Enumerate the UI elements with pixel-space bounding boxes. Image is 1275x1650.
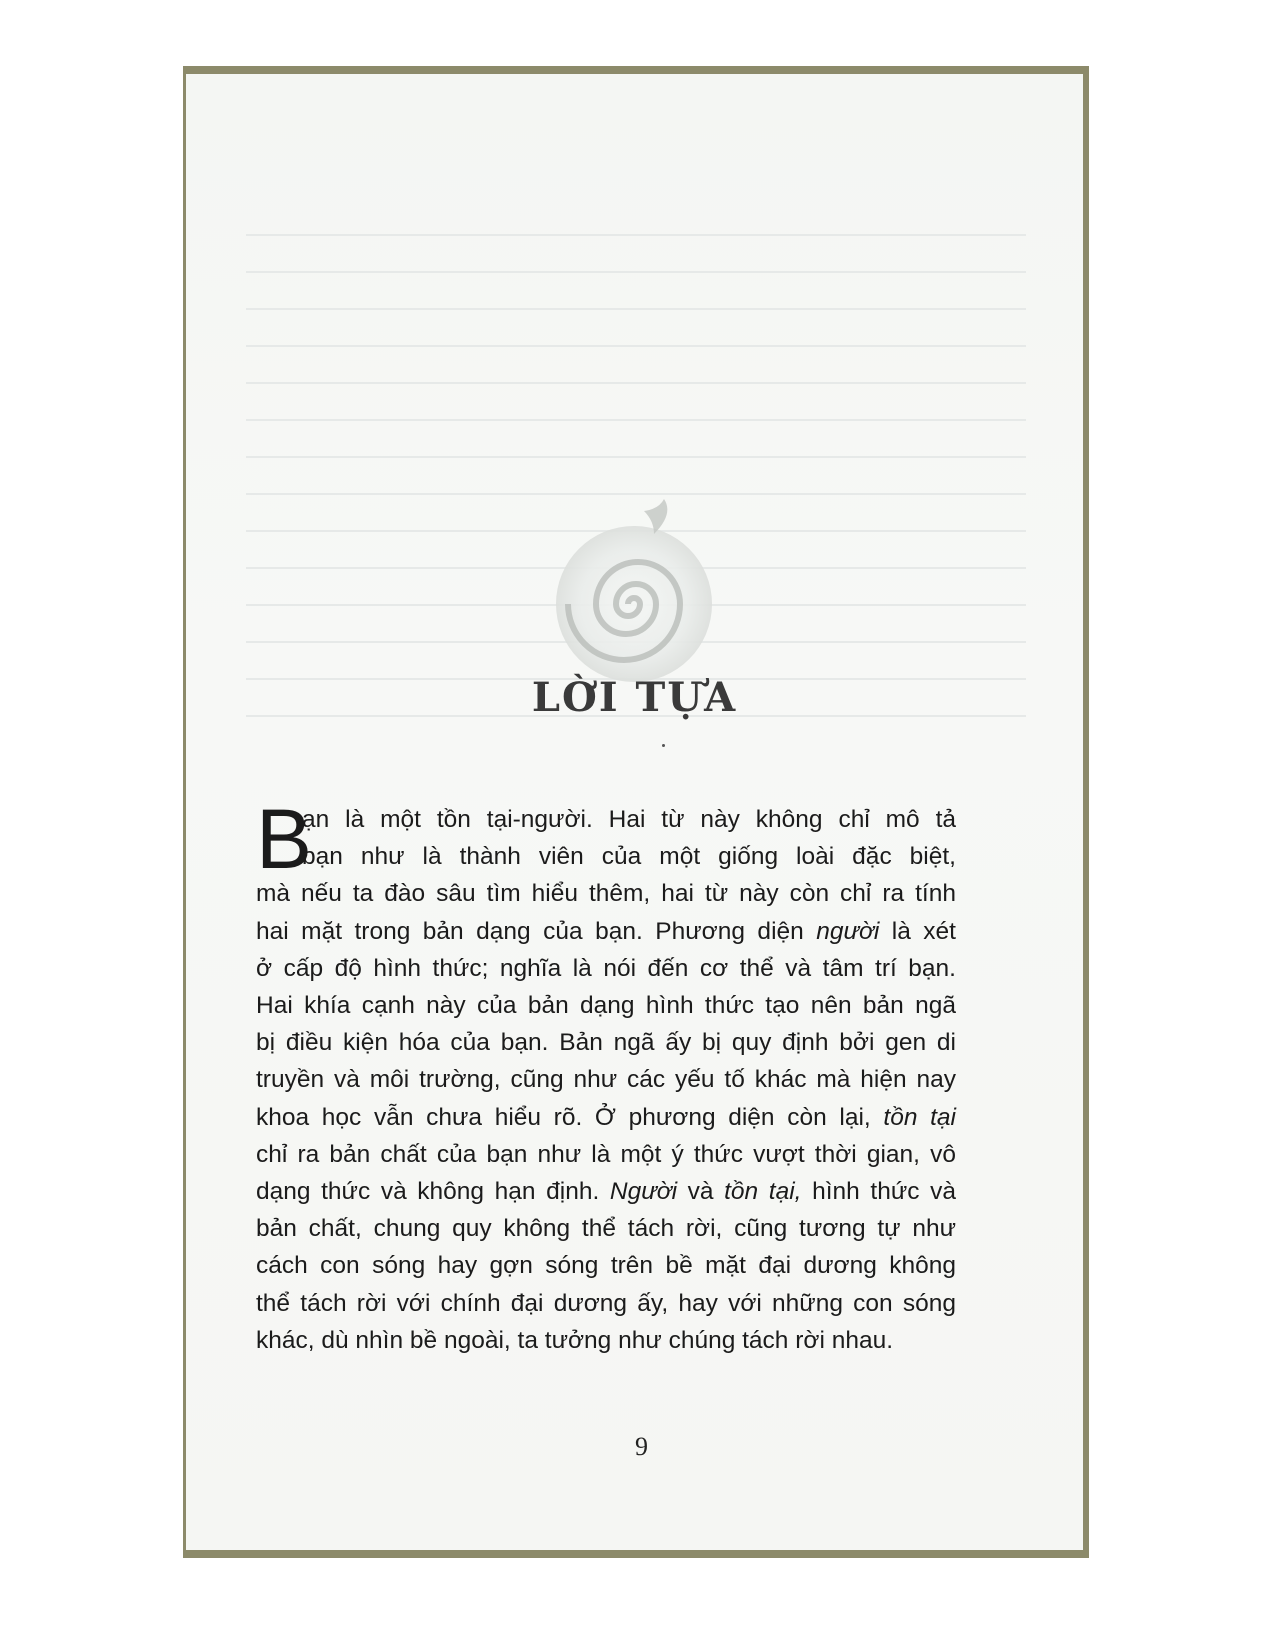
italic-word: Người — [609, 1178, 678, 1206]
text-line: cách con sóng hay gợn sóng trên bề mặt đại dương không — [256, 1252, 956, 1280]
text-segment: và — [677, 1178, 725, 1206]
text-line: bạn như là thành viên của một giống loài đặc biệt, — [302, 843, 956, 871]
title-dot — [662, 744, 665, 747]
text-line-mixed — [256, 1173, 956, 1210]
italic-word: người — [816, 917, 880, 945]
text-line: ở cấp độ hình thức; nghĩa là nói đến cơ thể và tâm trí bạn. — [256, 954, 956, 982]
text-line: ạn là một tồn tại-người. Hai từ này không chỉ mô tả — [302, 806, 956, 833]
text-line: khác, dù nhìn bề ngoài, ta tưởng như chúng tách rời nhau. — [256, 1326, 894, 1354]
text-line: thể tách rời với chính đại dương ấy, hay với những con sóng — [256, 1289, 956, 1317]
text-segment: là xét — [879, 917, 956, 945]
text-line: truyền và môi trường, cũng như các yếu tố khác mà hiện nay — [256, 1066, 956, 1094]
text-segment: khoa học vẫn chưa hiểu rõ. Ở phương diện còn lại, — [256, 1103, 884, 1131]
italic-word: tồn tại, — [724, 1178, 802, 1206]
text-line: chỉ ra bản chất của bạn như là một ý thức vượt thời gian, vô — [256, 1140, 956, 1168]
page-number: 9 — [635, 1432, 648, 1461]
text-line: bị điều kiện hóa của bạn. Bản ngã ấy bị quy định bởi gen di — [256, 1029, 956, 1057]
italic-word: tồn tại — [883, 1103, 956, 1131]
text-line-mixed — [256, 913, 956, 950]
text-segment: hai mặt trong bản dạng của bạn. Phương diện — [256, 917, 817, 945]
text-line-mixed — [256, 1099, 956, 1136]
body-paragraph — [256, 792, 956, 1359]
text-line: bản chất, chung quy không thể tách rời, cũng tương tự như — [256, 1215, 956, 1243]
spiral-ornament-icon — [534, 494, 734, 694]
drop-cap: B — [256, 792, 313, 886]
chapter-title: LỜI TỰA — [531, 674, 738, 721]
text-segment: hình thức và — [801, 1178, 956, 1206]
text-line: Hai khía cạnh này của bản dạng hình thức tạo nên bản ngã — [256, 992, 956, 1020]
text-segment: dạng thức và không hạn định. — [256, 1178, 610, 1206]
book-page — [186, 74, 1083, 1550]
text-line: mà nếu ta đào sâu tìm hiểu thêm, hai từ này còn chỉ ra tính — [256, 880, 956, 908]
